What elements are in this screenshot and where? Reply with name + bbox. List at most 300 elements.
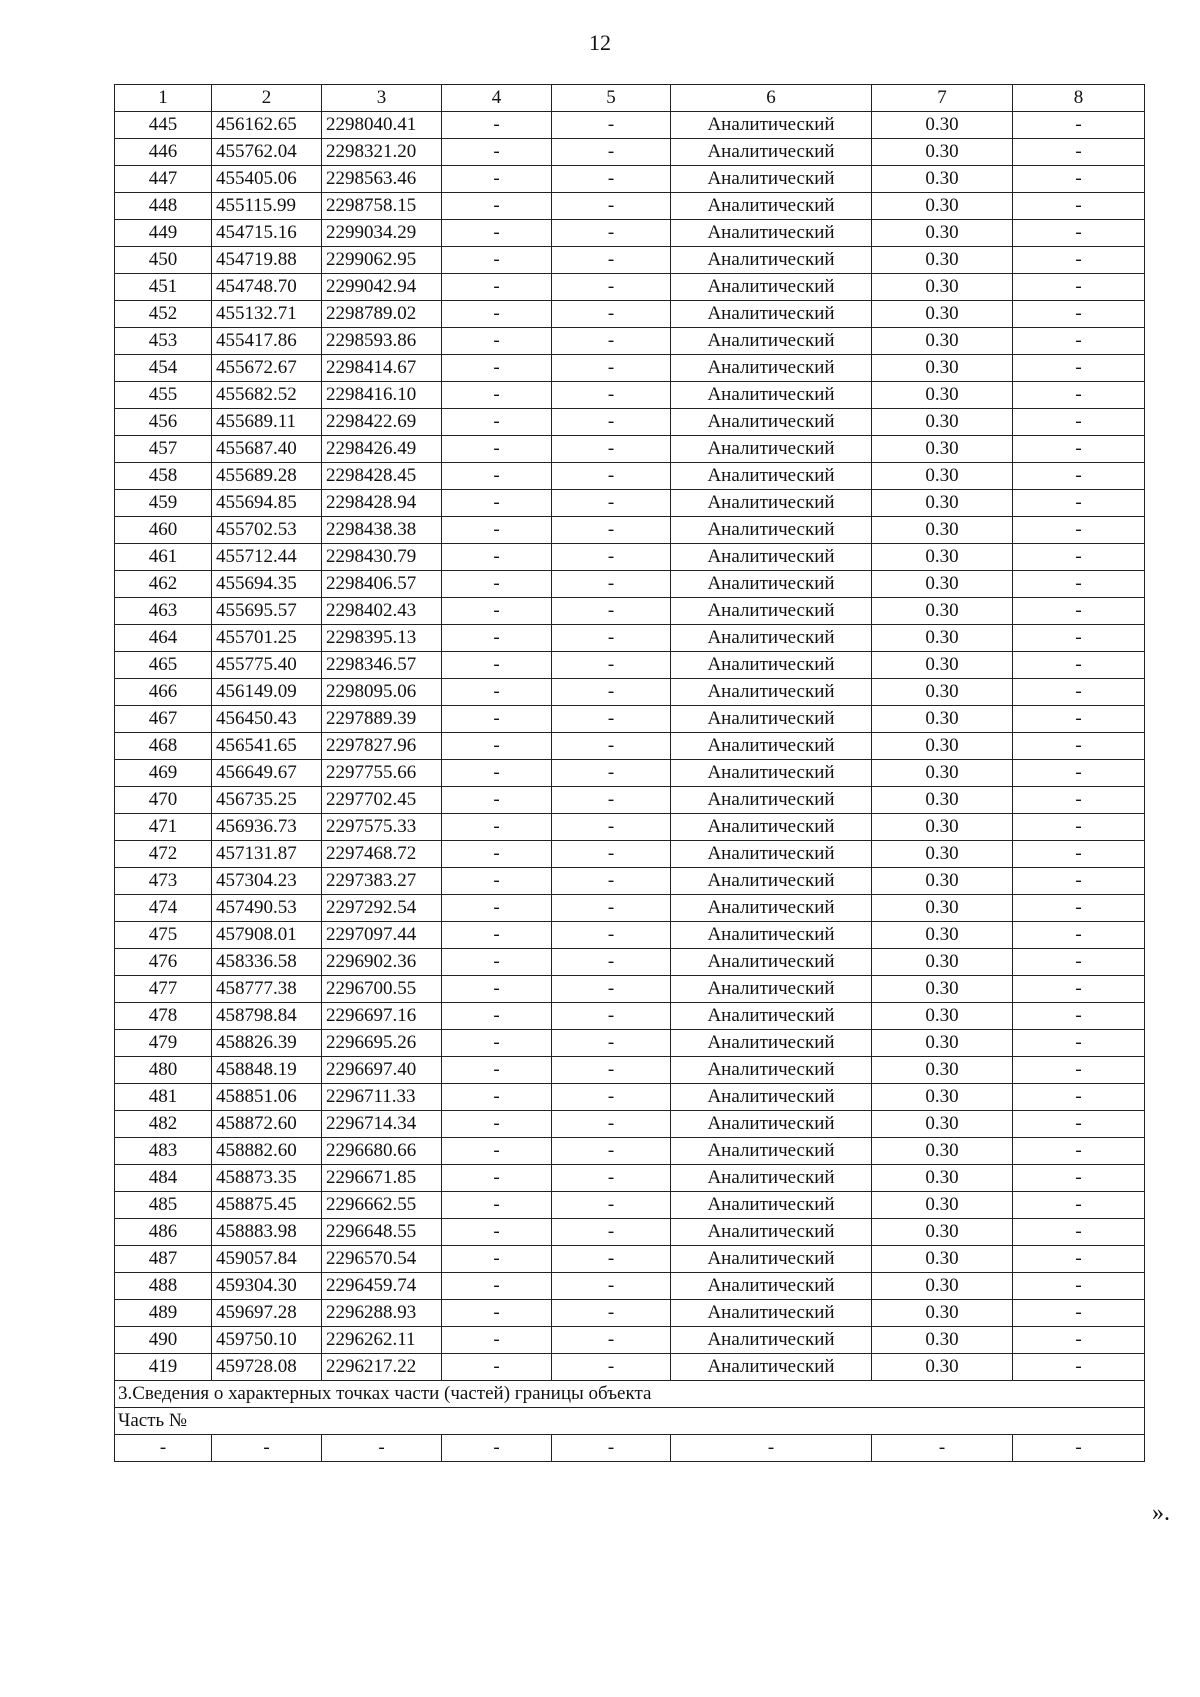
- table-cell: -: [552, 1435, 671, 1462]
- table-cell: -: [1013, 949, 1145, 976]
- table-cell: 2297292.54: [322, 895, 442, 922]
- table-cell: 454719.88: [212, 247, 322, 274]
- table-cell: -: [442, 247, 552, 274]
- table-cell: Аналитический: [671, 1273, 872, 1300]
- table-cell: 456649.67: [212, 760, 322, 787]
- table-cell: 2296695.26: [322, 1030, 442, 1057]
- table-cell: 456541.65: [212, 733, 322, 760]
- table-row: [115, 895, 1145, 922]
- table-cell: 458848.19: [212, 1057, 322, 1084]
- table-cell: -: [442, 1192, 552, 1219]
- table-cell: 459057.84: [212, 1246, 322, 1273]
- table-cell: 2: [212, 85, 322, 112]
- table-cell: Аналитический: [671, 571, 872, 598]
- table-cell: Аналитический: [671, 1327, 872, 1354]
- table-cell: -: [552, 1327, 671, 1354]
- table-cell: 452: [115, 301, 212, 328]
- table-cell: -: [442, 787, 552, 814]
- table-cell: -: [552, 976, 671, 1003]
- table-cell: 459697.28: [212, 1300, 322, 1327]
- table-cell: Аналитический: [671, 139, 872, 166]
- table-cell: -: [552, 382, 671, 409]
- table-cell: Аналитический: [671, 652, 872, 679]
- table-cell: 2297097.44: [322, 922, 442, 949]
- table-cell: 0.30: [872, 598, 1013, 625]
- table-cell: -: [442, 220, 552, 247]
- table-cell: -: [552, 1192, 671, 1219]
- table-cell: -: [1013, 1030, 1145, 1057]
- table-cell: 0.30: [872, 679, 1013, 706]
- table-row: [115, 112, 1145, 139]
- table-cell: 485: [115, 1192, 212, 1219]
- table-cell: -: [1013, 1273, 1145, 1300]
- table-row: [115, 679, 1145, 706]
- table-cell: 459750.10: [212, 1327, 322, 1354]
- table-cell: 0.30: [872, 625, 1013, 652]
- table-cell: 456162.65: [212, 112, 322, 139]
- table-cell: -: [442, 193, 552, 220]
- part-label-row: [115, 1408, 1145, 1435]
- table-cell: -: [552, 922, 671, 949]
- table-row: [115, 436, 1145, 463]
- table-cell: -: [442, 166, 552, 193]
- table-cell: 0.30: [872, 760, 1013, 787]
- table-cell: -: [1013, 922, 1145, 949]
- table-cell: Аналитический: [671, 1354, 872, 1381]
- table-cell: Аналитический: [671, 1219, 872, 1246]
- table-cell: 0.30: [872, 1057, 1013, 1084]
- table-cell: -: [1013, 139, 1145, 166]
- table-cell: 2297575.33: [322, 814, 442, 841]
- table-cell: Аналитический: [671, 409, 872, 436]
- table-cell: -: [552, 868, 671, 895]
- table-cell: 2296288.93: [322, 1300, 442, 1327]
- table-row: [115, 517, 1145, 544]
- table-row: [115, 463, 1145, 490]
- table-cell: 0.30: [872, 1084, 1013, 1111]
- table-cell: 458872.60: [212, 1111, 322, 1138]
- table-cell: 489: [115, 1300, 212, 1327]
- table-cell: 0.30: [872, 949, 1013, 976]
- table-cell: 458851.06: [212, 1084, 322, 1111]
- table-cell: 457: [115, 436, 212, 463]
- table-row: [115, 1084, 1145, 1111]
- table-cell: 0.30: [872, 733, 1013, 760]
- table-cell: 2298406.57: [322, 571, 442, 598]
- table-cell: Аналитический: [671, 841, 872, 868]
- table-cell: 454715.16: [212, 220, 322, 247]
- table-cell: -: [552, 625, 671, 652]
- table-cell: 2298346.57: [322, 652, 442, 679]
- table-cell: Аналитический: [671, 544, 872, 571]
- table-cell: Аналитический: [671, 625, 872, 652]
- table-cell: -: [1013, 409, 1145, 436]
- table-cell: 483: [115, 1138, 212, 1165]
- table-row: [115, 382, 1145, 409]
- table-cell: 462: [115, 571, 212, 598]
- table-cell: 476: [115, 949, 212, 976]
- table-cell: Аналитический: [671, 1246, 872, 1273]
- table-cell: Аналитический: [671, 490, 872, 517]
- table-cell: 450: [115, 247, 212, 274]
- table-cell: 456735.25: [212, 787, 322, 814]
- table-cell: -: [1013, 1111, 1145, 1138]
- table-cell: -: [671, 1435, 872, 1462]
- part-label: Часть №: [115, 1408, 1145, 1435]
- table-cell: 8: [1013, 85, 1145, 112]
- table-cell: 456149.09: [212, 679, 322, 706]
- table-cell: 458336.58: [212, 949, 322, 976]
- table-cell: -: [442, 1165, 552, 1192]
- table-cell: -: [1013, 1327, 1145, 1354]
- table-cell: -: [442, 1030, 552, 1057]
- table-cell: 457131.87: [212, 841, 322, 868]
- table-row: [115, 1300, 1145, 1327]
- table-cell: 0.30: [872, 1192, 1013, 1219]
- table-cell: -: [442, 328, 552, 355]
- table-cell: 0.30: [872, 409, 1013, 436]
- table-cell: -: [552, 490, 671, 517]
- table-cell: -: [552, 112, 671, 139]
- table-cell: 2296217.22: [322, 1354, 442, 1381]
- table-row: [115, 1192, 1145, 1219]
- table-row: [115, 409, 1145, 436]
- table-cell: 0.30: [872, 895, 1013, 922]
- table-cell: 458883.98: [212, 1219, 322, 1246]
- table-cell: 0.30: [872, 247, 1013, 274]
- table-cell: -: [442, 1435, 552, 1462]
- table-cell: 2296697.40: [322, 1057, 442, 1084]
- table-cell: 5: [552, 85, 671, 112]
- table-cell: 455695.57: [212, 598, 322, 625]
- table-cell: 2297827.96: [322, 733, 442, 760]
- table-cell: Аналитический: [671, 733, 872, 760]
- table-cell: -: [442, 652, 552, 679]
- table-row: [115, 139, 1145, 166]
- table-cell: 2298402.43: [322, 598, 442, 625]
- table-cell: 0.30: [872, 814, 1013, 841]
- table-cell: -: [1013, 328, 1145, 355]
- table-cell: 2297468.72: [322, 841, 442, 868]
- table-cell: 0.30: [872, 1030, 1013, 1057]
- table-cell: 0.30: [872, 1219, 1013, 1246]
- table-cell: 2298095.06: [322, 679, 442, 706]
- table-row: [115, 787, 1145, 814]
- table-cell: 0.30: [872, 868, 1013, 895]
- table-cell: -: [442, 976, 552, 1003]
- table-cell: 0.30: [872, 463, 1013, 490]
- table-cell: 455762.04: [212, 139, 322, 166]
- table-cell: 455775.40: [212, 652, 322, 679]
- table-cell: 458882.60: [212, 1138, 322, 1165]
- table-cell: -: [552, 247, 671, 274]
- table-cell: 453: [115, 328, 212, 355]
- table-cell: Аналитический: [671, 112, 872, 139]
- table-cell: 487: [115, 1246, 212, 1273]
- table-cell: Аналитический: [671, 328, 872, 355]
- table-cell: -: [552, 1300, 671, 1327]
- table-cell: 484: [115, 1165, 212, 1192]
- table-cell: 446: [115, 139, 212, 166]
- table-cell: 419: [115, 1354, 212, 1381]
- table-row: [115, 733, 1145, 760]
- table-cell: -: [1013, 598, 1145, 625]
- table-cell: 455702.53: [212, 517, 322, 544]
- table-cell: 481: [115, 1084, 212, 1111]
- closing-quote: ».: [1152, 1500, 1170, 1526]
- table-cell: -: [1013, 1057, 1145, 1084]
- table-cell: -: [1013, 895, 1145, 922]
- table-cell: 457490.53: [212, 895, 322, 922]
- table-row: [115, 652, 1145, 679]
- table-cell: Аналитический: [671, 1192, 872, 1219]
- table-cell: 458826.39: [212, 1030, 322, 1057]
- table-cell: 2298321.20: [322, 139, 442, 166]
- table-cell: 2298438.38: [322, 517, 442, 544]
- table-cell: -: [1013, 1003, 1145, 1030]
- table-cell: -: [442, 1219, 552, 1246]
- table-cell: -: [1013, 1192, 1145, 1219]
- section-title: 3.Сведения о характерных точках части (частей) границы объекта: [115, 1381, 1145, 1408]
- table-cell: -: [552, 733, 671, 760]
- table-cell: 470: [115, 787, 212, 814]
- table-cell: 2296570.54: [322, 1246, 442, 1273]
- table-row: [115, 1273, 1145, 1300]
- table-cell: Аналитический: [671, 760, 872, 787]
- table-cell: 2298428.45: [322, 463, 442, 490]
- table-cell: -: [442, 112, 552, 139]
- table-cell: 455: [115, 382, 212, 409]
- table-cell: 2296700.55: [322, 976, 442, 1003]
- table-row: [115, 868, 1145, 895]
- table-cell: 459728.08: [212, 1354, 322, 1381]
- table-cell: -: [442, 625, 552, 652]
- table-cell: -: [442, 1111, 552, 1138]
- table-cell: -: [442, 409, 552, 436]
- table-cell: 459304.30: [212, 1273, 322, 1300]
- table-cell: 448: [115, 193, 212, 220]
- table-row: [115, 544, 1145, 571]
- table-cell: -: [442, 517, 552, 544]
- table-cell: 2298426.49: [322, 436, 442, 463]
- table-cell: -: [442, 1084, 552, 1111]
- table-row: [115, 571, 1145, 598]
- table-cell: -: [442, 436, 552, 463]
- table-cell: -: [442, 895, 552, 922]
- table-row: [115, 1354, 1145, 1381]
- table-cell: -: [1013, 706, 1145, 733]
- table-cell: -: [1013, 841, 1145, 868]
- table-row: [115, 1327, 1145, 1354]
- table-cell: Аналитический: [671, 1111, 872, 1138]
- table-cell: 472: [115, 841, 212, 868]
- table-cell: 0.30: [872, 328, 1013, 355]
- table-cell: -: [552, 1246, 671, 1273]
- table-cell: -: [442, 949, 552, 976]
- table-cell: 486: [115, 1219, 212, 1246]
- table-row: [115, 1057, 1145, 1084]
- table-cell: 480: [115, 1057, 212, 1084]
- table-cell: -: [552, 1084, 671, 1111]
- table-row: [115, 814, 1145, 841]
- table-cell: -: [1013, 1165, 1145, 1192]
- table-cell: 3: [322, 85, 442, 112]
- table-row: [115, 1219, 1145, 1246]
- table-cell: Аналитический: [671, 382, 872, 409]
- table-cell: 0.30: [872, 436, 1013, 463]
- table-cell: -: [552, 409, 671, 436]
- table-cell: Аналитический: [671, 1057, 872, 1084]
- table-cell: Аналитический: [671, 598, 872, 625]
- table-cell: 490: [115, 1327, 212, 1354]
- table-row: [115, 328, 1145, 355]
- table-cell: 0.30: [872, 706, 1013, 733]
- table-cell: -: [442, 355, 552, 382]
- table-cell: -: [1013, 976, 1145, 1003]
- table-cell: 2296902.36: [322, 949, 442, 976]
- table-cell: -: [1013, 1300, 1145, 1327]
- table-cell: 461: [115, 544, 212, 571]
- table-cell: Аналитический: [671, 463, 872, 490]
- table-cell: Аналитический: [671, 814, 872, 841]
- table-row: [115, 1138, 1145, 1165]
- table-cell: 0.30: [872, 193, 1013, 220]
- table-cell: -: [872, 1435, 1013, 1462]
- table-cell: 6: [671, 85, 872, 112]
- table-cell: 455689.11: [212, 409, 322, 436]
- table-cell: -: [552, 436, 671, 463]
- table-cell: Аналитический: [671, 949, 872, 976]
- table-cell: -: [442, 274, 552, 301]
- table-cell: 2299042.94: [322, 274, 442, 301]
- table-cell: -: [1013, 814, 1145, 841]
- table-cell: 460: [115, 517, 212, 544]
- table-cell: -: [442, 1138, 552, 1165]
- table-cell: -: [1013, 760, 1145, 787]
- table-cell: -: [442, 490, 552, 517]
- table-cell: 0.30: [872, 976, 1013, 1003]
- page-number: 12: [589, 30, 611, 55]
- table-cell: 0.30: [872, 544, 1013, 571]
- table-cell: Аналитический: [671, 706, 872, 733]
- table-cell: -: [1013, 544, 1145, 571]
- table-cell: -: [552, 895, 671, 922]
- table-cell: 458873.35: [212, 1165, 322, 1192]
- table-cell: 464: [115, 625, 212, 652]
- table-cell: Аналитический: [671, 1138, 872, 1165]
- table-cell: 0.30: [872, 1165, 1013, 1192]
- table-cell: 449: [115, 220, 212, 247]
- table-cell: -: [212, 1435, 322, 1462]
- table-cell: 2298758.15: [322, 193, 442, 220]
- table-cell: 0.30: [872, 652, 1013, 679]
- table-cell: -: [552, 1057, 671, 1084]
- table-cell: -: [1013, 463, 1145, 490]
- table-cell: 457304.23: [212, 868, 322, 895]
- table-cell: -: [1013, 382, 1145, 409]
- table-cell: 2298789.02: [322, 301, 442, 328]
- table-cell: 455701.25: [212, 625, 322, 652]
- table-cell: 455689.28: [212, 463, 322, 490]
- table-row: [115, 706, 1145, 733]
- table-cell: 463: [115, 598, 212, 625]
- table-cell: -: [442, 679, 552, 706]
- table-row: [115, 355, 1145, 382]
- table-cell: -: [552, 544, 671, 571]
- table-cell: 2296697.16: [322, 1003, 442, 1030]
- table-cell: 456936.73: [212, 814, 322, 841]
- table-cell: -: [442, 1327, 552, 1354]
- table-cell: 2297383.27: [322, 868, 442, 895]
- table-cell: 0.30: [872, 490, 1013, 517]
- table-cell: -: [552, 1003, 671, 1030]
- table-cell: -: [1013, 517, 1145, 544]
- table-cell: 451: [115, 274, 212, 301]
- table-cell: -: [442, 814, 552, 841]
- table-cell: Аналитический: [671, 976, 872, 1003]
- table-cell: 0.30: [872, 1273, 1013, 1300]
- table-cell: 2298430.79: [322, 544, 442, 571]
- table-cell: -: [552, 166, 671, 193]
- table-cell: -: [1013, 220, 1145, 247]
- empty-part-row: [115, 1435, 1145, 1462]
- table-cell: Аналитический: [671, 220, 872, 247]
- table-cell: -: [552, 1219, 671, 1246]
- table-cell: -: [552, 1165, 671, 1192]
- table-cell: -: [552, 193, 671, 220]
- table-cell: 2296262.11: [322, 1327, 442, 1354]
- table-cell: 459: [115, 490, 212, 517]
- table-cell: 2298395.13: [322, 625, 442, 652]
- table-cell: 465: [115, 652, 212, 679]
- table-cell: 467: [115, 706, 212, 733]
- table-cell: -: [1013, 652, 1145, 679]
- table-cell: -: [552, 949, 671, 976]
- table-cell: 478: [115, 1003, 212, 1030]
- table-cell: 2298422.69: [322, 409, 442, 436]
- section-title-row: [115, 1381, 1145, 1408]
- table-cell: 475: [115, 922, 212, 949]
- table-cell: -: [442, 544, 552, 571]
- table-cell: 2297755.66: [322, 760, 442, 787]
- table-cell: 454: [115, 355, 212, 382]
- table-cell: 0.30: [872, 517, 1013, 544]
- table-cell: 0.30: [872, 382, 1013, 409]
- table-cell: -: [552, 517, 671, 544]
- table-row: [115, 949, 1145, 976]
- table-cell: -: [1013, 247, 1145, 274]
- table-cell: -: [1013, 1084, 1145, 1111]
- table-cell: -: [442, 1354, 552, 1381]
- table-cell: 2296671.85: [322, 1165, 442, 1192]
- table-row: [115, 1030, 1145, 1057]
- table-cell: 0.30: [872, 112, 1013, 139]
- table-cell: -: [442, 463, 552, 490]
- table-cell: 7: [872, 85, 1013, 112]
- table-cell: 2298040.41: [322, 112, 442, 139]
- table-cell: -: [1013, 355, 1145, 382]
- table-cell: Аналитический: [671, 895, 872, 922]
- table-cell: Аналитический: [671, 166, 872, 193]
- table-row: [115, 274, 1145, 301]
- table-cell: 488: [115, 1273, 212, 1300]
- table-cell: -: [552, 652, 671, 679]
- table-cell: Аналитический: [671, 355, 872, 382]
- table-cell: 2296680.66: [322, 1138, 442, 1165]
- table-cell: 477: [115, 976, 212, 1003]
- table-cell: -: [1013, 679, 1145, 706]
- table-cell: -: [1013, 1435, 1145, 1462]
